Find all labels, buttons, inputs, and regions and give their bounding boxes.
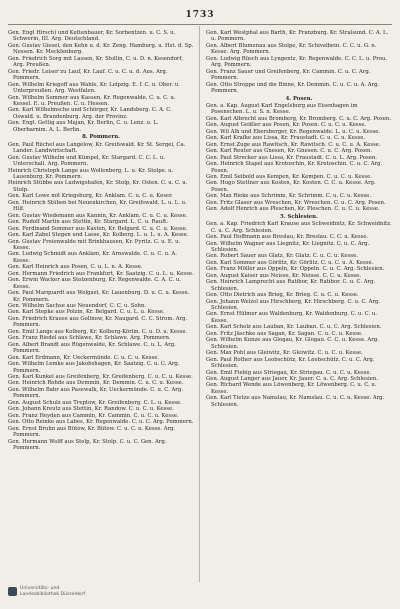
register-entry: Gen. Karl Westphal aus Barth, Kr. Franzburg. Kr. Stralsund. C. A. L. u. Pommern. (206, 30, 389, 43)
register-entry: Gen. Fritz Jäschke aus Sagan, Kr. Sagan. C. u. C. u. Kesse. (206, 330, 363, 337)
left-column (8, 30, 194, 582)
register-entry: Gen. Fritz Glaser aus Wreschen, Kr. Wreschen. C. u. C. Arg. Posen. (206, 199, 386, 206)
register-entry: Gen. Albert Brandt aus Rügenwalde, Kr. Schlawe. C. u. L. Arg. Pommern. (8, 341, 176, 355)
register-entry: Heinrich Stübbe aus Ludwigshafen, Kr. Stolp, Kr. Osten. C. u. C. u. Stolp. (8, 180, 188, 193)
register-entry: Gen. Max Rieke aus Schrimm, Kr. Schrimm. C. u. C. u. Kesse. (206, 193, 372, 200)
register-entry: Gen. Franz Möller aus Oppeln, Kr. Oppeln. C. u. C. Arg. Schlesien. (206, 266, 385, 273)
register-entry: Gen. Emil Lange aus Kolberg, Kr. Kolberg-Körlin. C. u. D. u. Kesse. (8, 328, 188, 335)
section-heading: 5. Schlesien. (280, 213, 318, 220)
register-entry: Gen. Wilhelm Wagner aus Liegnitz, Kr. Liegnitz. C. u. C. Arg. Schlesien. (206, 240, 370, 253)
footer-line-2: Landesbibliothek Düsseldorf (20, 591, 86, 597)
register-entry: Gen. Heinrich Lamprecht aus Ratibor, Kr. Ratibor. C. u. C. Arg. Schlesien. (206, 279, 376, 292)
register-entry: Gen. Karl Zabel Stegen und Lasse, Kr. Kolberg. L. u. L. u. A. Kesse. (8, 232, 189, 239)
register-entry: Gen. August Geißler aus Posen, Kr. Posen. C. u. C. u. Kesse. (206, 122, 367, 129)
register-entry: Gen. Karl Reuter aus Gnesen, Kr. Gnesen. C. u. C. Arg. Posen. (206, 148, 373, 155)
register-entry: Gen. Wilhelm Kunze aus Glogau, Kr. Glogau. C. C. u. Kesse. Arg. Schlesien. (206, 337, 379, 350)
register-entry: Gen. Paul Strecker aus Lissa, Kr. Fraustadt. C. u. L. Arg. Posen. (206, 154, 377, 161)
register-entry: Gen. Johann Welzel aus Hirschberg, Kr. Hirschberg. C. u. C. Arg. Schlesien. (206, 298, 381, 312)
register-entry: Gen. Adolf Henrich aus Pleschen, Kr. Pleschen. C. u. C. u. Kesse. (206, 206, 380, 213)
header-rule (8, 24, 392, 25)
register-entry: Gen. Wil Alh und Ebersberger, Kr. Regenwalde. L. u. C. u. Kesse. (206, 128, 381, 135)
register-entry: Gen. August Kaiser aus Neisse, Kr. Neisse. C. C. u. Kesse. (206, 272, 362, 279)
section-heading: 4. Posen. (285, 95, 313, 102)
register-entry: Gen. Max Pohl aus Gleiwitz, Kr. Gleiwitz. C. u. C. u. Kesse. (206, 350, 363, 357)
register-entry: Gen. Richard Wende aus Löwenberg, Kr. Löwenberg. C. u. C. u. Kesse. (206, 382, 377, 395)
register-entry: Gen. Otto Stroppe und die Binne, Kr. Demmin. C. u. C. u. A. Arg. Pommern. (206, 81, 380, 95)
register-entry: Gen. Friedrich Krause aus Gollnow, Kr. Naugard. C. C. Strom. Arg. Pommern. (8, 315, 188, 329)
register-entry: Gen. Paul Hoffmann aus Breslau, Kr. Breslau. C. C. u. Kesse. (206, 234, 369, 241)
register-entry: Gen. Karl Albrecht aus Bromberg, Kr. Bromberg. C. u. C. Arg. Posen. (206, 115, 391, 122)
register-entry: Gen. Hermann Friedrich aus Frankfurt, Kr. Saatzig. C. u. L. u. Kesse. (8, 270, 194, 277)
register-entry: Gen. Friedrich Sorg mit Lassen, Kr. Stollin, C. u. D. n. Kesendorf, Arg. Preußen. (8, 55, 183, 69)
right-column (206, 30, 392, 582)
register-entry: Gen. Otto Dietrich aus Brieg, Kr. Brieg. C. u. C. u. Kesse. (206, 292, 359, 299)
register-entry: Gen. Gustav Giesel, den Kehn u. d. Kr. Zeng. Hamburg. u. Hst. d. Sp. Nessen. Kr. Mecklenburg. (8, 42, 194, 56)
register-entry: Gen. Franz Heyden aus Cammin, Kr. Cammin. C. u. C. u. Kesse. (8, 412, 179, 419)
register-entry: Gen. Wilhelm Kriegoff aus Wahle, Kr. Leipzig. E. f. C. u. Ober. u. Unterpreußen. Arg. Westfalen. (8, 81, 180, 95)
register-entry: Gen. Hermann Wolff aus Stolp, Kr. Stolp. C. u. C. Gen. Arg. Pommern. (8, 438, 167, 451)
library-footer (8, 586, 85, 597)
register-entry: Gen. Gustav Wiedemann aus Kannin, Kr. Anklam. C. u. C. u. Kesse. (8, 212, 188, 219)
register-entry: Gen. Paul Rüchel aus Langelow, Kr. Greifswald. Kr. St. Sergei, Ca. Lander. Landwirtschaft. (8, 141, 186, 155)
register-entry: Gen. Robert Sauer aus Glatz, Kr. Glatz. C. u. C. u. Kesse. (206, 253, 358, 260)
register-entry: Gen. Ludwig Schmidt aus Anklam, Kr. Arnswalde. C. u. C. u. A. Kesse. (8, 251, 177, 264)
register-entry: Gen. Heinrich Stapel aus Krotoschin, Kr. Krotoschin. C. u. C. Arg. Posen. (206, 161, 383, 174)
register-entry: Gen. Emil Seibold aus Kempen, Kr. Kempen. C. u. C. u. Kesse. (206, 173, 372, 180)
register-entry: Gen. Gustav Freienwalde mit Brinkhausen, Kr. Pyritz. C. u. E. u. Kesse. (8, 238, 181, 251)
register-entry: Gen. a. Kap. Friedrich Karl Krause aus Schweidnitz, Kr. Schweidnitz. C. u. C. Arg. Schlesien. (206, 221, 392, 234)
register-entry: Gen. Emil Fiebig aus Striegau, Kr. Striegau. C. u. C. u. Kesse. (206, 369, 372, 376)
register-entry: Gen. Karl Kunkel aus Greifenberg, Kr. Greifenberg. C. u. C. u. Kesse. (8, 374, 193, 381)
register-entry: Gen. August Schulz aus Treptow, Kr. Greifenberg. C. L. u. Kesse. (8, 399, 182, 406)
register-entry: Gen. August Langer aus Jauer, Kr. Jauer. C. u. C. Arg. Schlesien. (206, 376, 378, 383)
register-entry: Gen. Albert Blumenau aus Stolpe, Kr. Schivelbein. C. C. u. G. n. Kesse. Arg. Pommern. (206, 42, 377, 56)
register-entry: Gen. Karl Erdmann, Kr. Ueckermünde. C. u. C. u. Kesse. (8, 354, 160, 361)
register-entry: Gen. Ferdinand Sommer aus Kasten, Kr. Belgard. C. u. C. u. Kesse. (8, 225, 188, 232)
library-logo-icon (8, 587, 17, 596)
register-entry: Gen. Ernst Bruhn aus Bütow, Kr. Bütow. C. u. C. u. Kesse. Arg. Pommern. (8, 425, 176, 439)
register-entry: Gen. Paul Rother aus Leobschütz, Kr. Leobschütz. C. u. C. Arg. Schlesien. (206, 356, 375, 370)
register-entry: Gen. Johann Kreutz aus Stettin, Kr. Randow. C. u. C. u. Kesse. (8, 406, 174, 413)
register-entry: Gen. Wilhelm Sommer aus Kassen, Kr. Regenwalde. C. u. C. u. Kessel. E. u. Preußen. C. u. Hessen. (8, 94, 176, 107)
register-entry: Gen. Otto Reinke aus Labes, Kr. Regenwalde. C. u. C. Arg. Pommern. (8, 419, 194, 426)
register-entry: Gen. Franz Sauer und Greifenberg, Kr. Cammin. C. u. C. Arg. Pommern. (206, 68, 371, 82)
register-entry: Gen. Karl Scholz aus Lauban, Kr. Lauban. C. u. C. Arg. Schlesien. (206, 324, 382, 331)
register-entry: Gen. Karl Heinrich aus Posen, C. u. L. n. A. Kesse. (8, 264, 143, 271)
register-entry: Gen. Karl Sommer aus Görlitz, Kr. Görlitz. C. u. C. u. A. Kesse. (206, 259, 374, 266)
footer-line-1: Universitäts- und (20, 586, 60, 591)
register-entry: Gen. a. Kap. August Karl Engelsburg aus Eisenhagen im Posenschen. L. u. S. n. Kesse. (206, 102, 358, 116)
register-entry: Gen. Engl. Gettig aus Majan, Kr. Berlin, C. u. Lenz. u. L. Oberbarnim. A. L. Berlin. (8, 120, 159, 133)
register-entry: Gen. Paul Marquardt aus Wolgast, Kr. Lauenburg. D. u. C. u. Kesse. Kr. Pommern. (8, 290, 190, 303)
register-entry: Gen. Karl Tietze aus Namslau, Kr. Namslau. C. u. C. u. Kesse. Arg. Schlesien. (206, 395, 385, 408)
register-entry: Gen. Heinrich Stüben bei Neuenkirchen, Kr. Greifswald. L. u. L. u. Hilf. (8, 199, 187, 213)
register-entry: Gen. Hugo Stettner aus Kosten, Kr. Kosten. C. C. u. Kesse. Arg. Posen. (206, 180, 376, 193)
section-heading: 8. Pommern. (82, 134, 120, 141)
register-entry: Gen. Franz Riedel aus Schlawe, Kr. Schlawe. Arg. Pommern. (8, 335, 171, 342)
register-entry: Gen. Karl Wilhelmsche und Schörger, Kr. Landsberg. C. A. C. Oswald. u. Brandenburg. Arg. der Provinz. (8, 107, 172, 120)
register-entry: Gen. Ernst Zuge aus Rawitsch, Kr. Rawitsch. C. u. C. u. A. Kesse. (206, 141, 381, 148)
register-entry: Gen. Karl Krafke aus Lissa, Kr. Fraustadt. C. u. C. u. Kesse. (206, 135, 366, 142)
register-entry: Gen. Heinrich Rohde aus Demmin, Kr. Demmin. C. u. C. u. Kesse. (8, 380, 184, 387)
register-entry: Gen. Wilhelm Sachse aus Neuendorf, C. C. u. Sohn. (8, 303, 147, 310)
register-entry: Heinrich Christoph Lange aus Wollenberg, L. u. Kr. Stolpe. u. Lauenburg. Kr. Pommern. (8, 167, 174, 180)
register-entry: Gen. Ernst Hübner aus Waldenburg, Kr. Waldenburg. C. u. C. u. Kesse. (206, 311, 377, 324)
register-entry: Gen. Rudolf Martin aus Stettin, Kr. Stargard. L. C. u. Rauft. (8, 219, 168, 226)
register-entry: Gen. Ludwig Rüsch aus Lyngentz, Kr. Regenwalde. C. C. L. u. Prou. Arg. Pommern. (206, 55, 388, 69)
register-entry: Gen. Friedr. Leiser zu Lauf, Kr. Lauf. C. u. C. u. d. Aus. Arg. Pommern. (8, 68, 168, 82)
register-entry: Gen. Wilhelm Lemke aus Jakobshagen, Kr. Saatzig. C. u. C. Arg. Pommern. (8, 361, 180, 374)
register-entry: Gen. Engl Hirsch) und Kettenbauer, Kr. Sorbentzen. u. C. S. u. Schwerin, III. Arg. Deutschland. (8, 30, 176, 43)
register-entry: Gen. Karl Lowe mit Kriegsburg, Kr. Anklam. C. u. C. u. Keser. (8, 193, 173, 200)
page-number: 1733 (185, 10, 215, 20)
register-entry: Gen. Wilhelm Bahr aus Pasewalk, Kr. Ueckermünde. C. u. C. Arg. Pommern. (8, 386, 183, 400)
register-entry: Gen. Erwin Wacker aus Stolzenburg, Kr. Regenwalde. C. A. C. u. Kesse. (8, 277, 181, 290)
register-entry: Gen. Karl Stepke aus Polzin, Kr. Belgard. C. u. L. u. Kesse. (8, 309, 165, 316)
column-divider (199, 26, 200, 582)
register-entry: Gen. Gustav Wilhelm und Kümpel, Kr. Stargard. C. C. L. u. Unterschall. Arg. Pommern. (8, 154, 165, 168)
